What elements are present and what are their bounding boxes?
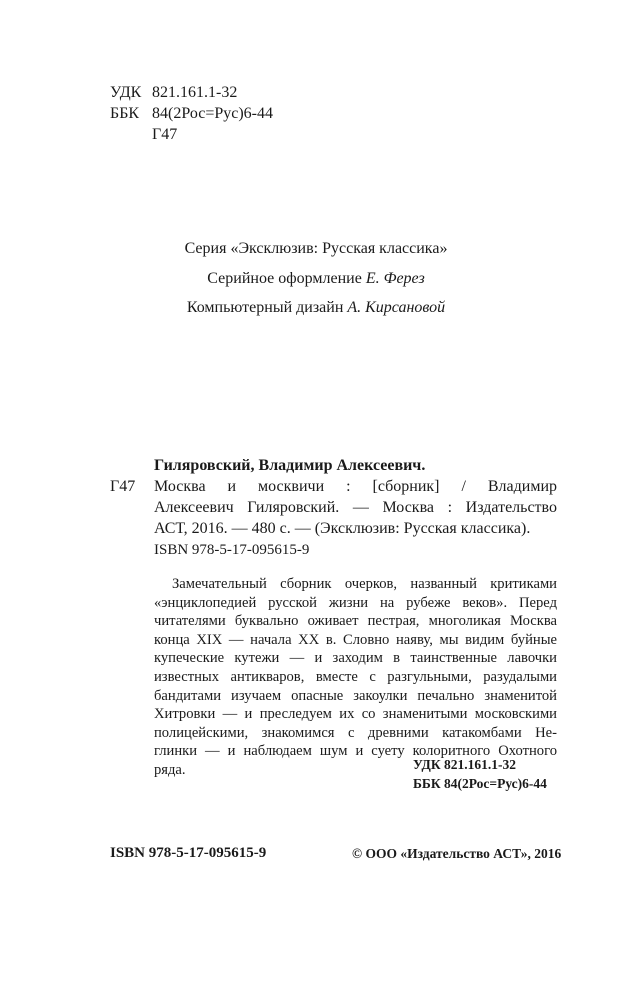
abstract-line: глинки — и наблюдаем шум и суету колоритного Охотного [154,743,557,760]
bibliographic-isbn: ISBN 978-5-17-095615-9 [154,542,310,558]
series-title: Серия «Эксклюзив: Русская классика» [184,240,448,257]
author-sign: Г47 [152,126,178,143]
abstract-line: полицейскими, знакомимся с древними катакомбами Не- [154,724,557,741]
catalog-udk: УДК 821.161.1-32 [413,757,516,772]
author-sign-row [110,124,273,145]
bibliographic-sign: Г47 [110,478,136,495]
bbk-value: 84(2Рос=Рус)6-44 [152,105,274,122]
author-heading: Гиляровский, Владимир Алексеевич. [154,457,426,474]
abstract-line: известных антикваров, вместе с разгульными, разудалыми [154,668,557,685]
udk-value: 821.161.1-32 [152,84,238,101]
classification-codes [110,82,273,145]
abstract-line: Замечательный сборник очерков, названный критиками [172,576,557,592]
bibliographic-description [154,476,557,539]
computer-design-credit [0,297,632,318]
abstract [154,575,557,780]
abstract-line: «энциклопедией русской жизни на рубеже веков». Перед [154,594,557,611]
abstract-line: Хитровки — и преследуем их со знаменитыми московскими [154,706,557,723]
footer-isbn: ISBN 978-5-17-095615-9 [110,845,267,861]
bib-line: АСТ, 2016. — 480 с. — (Эксклюзив: Русская классика). [154,520,531,537]
abstract-line: ряда. [154,761,186,778]
footer-copyright: © ООО «Издательство АСТ», 2016 [352,846,562,861]
udk-label: УДК [110,84,142,101]
series-design-credit [0,268,632,289]
abstract-line: бандитами изучаем опасные закоулки печально знаменитой [154,687,557,704]
udk-row [110,82,273,103]
abstract-line: конца XIX — начала XX в. Словно наяву, мы видим буйные [154,631,557,648]
computer-design-prefix: Компьютерный дизайн [186,299,348,316]
series-designer-name: Е. Ферез [365,270,425,287]
catalog-bbk: ББК 84(2Рос=Рус)6-44 [413,776,547,791]
series-design-prefix: Серийное оформление [207,270,366,287]
bbk-label: ББК [110,105,140,122]
abstract-line: читателями буквально оживает пестрая, многоликая Москва [154,613,557,630]
bib-line: Москва и москвичи : [сборник] / Владимир [154,478,557,495]
abstract-line: купеческие кутежи — и заходим в таинственные лавочки [154,650,557,667]
bbk-row [110,103,273,124]
computer-designer-name: А. Кирсановой [347,299,446,316]
bib-line: Алексеевич Гиляровский. — Москва : Издательство [154,499,557,516]
